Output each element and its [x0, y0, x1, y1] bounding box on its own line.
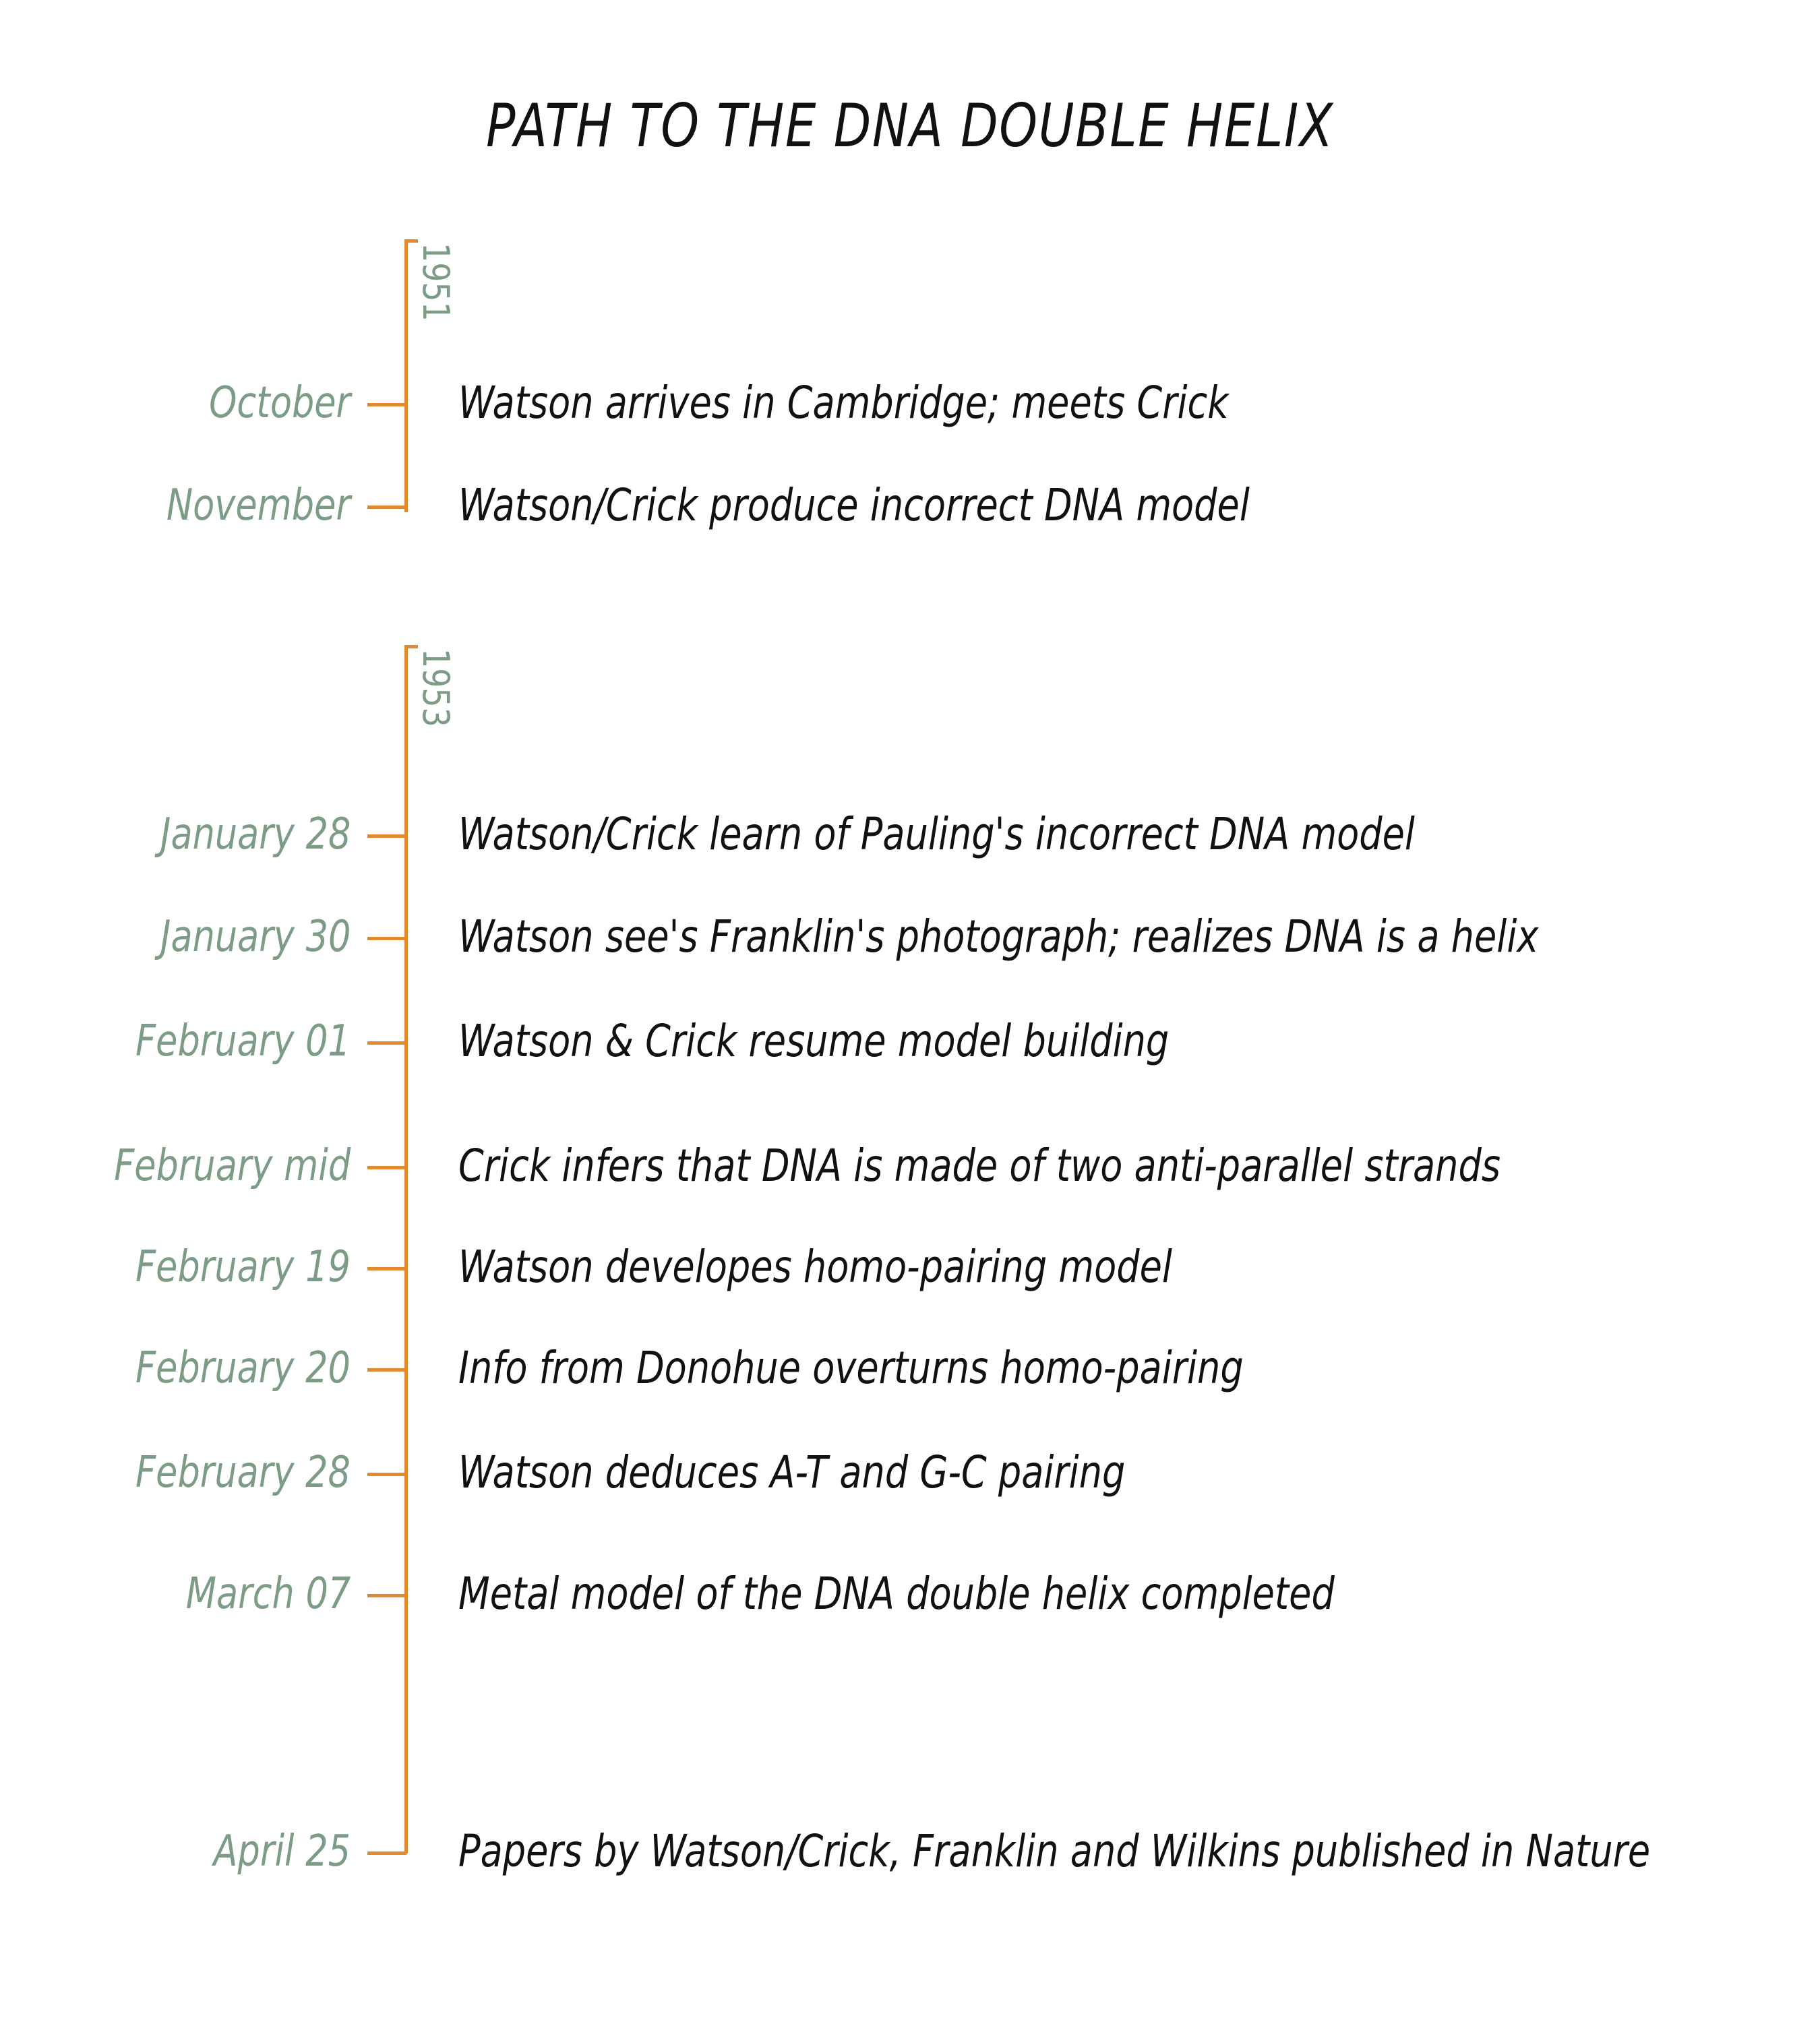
timeline-entry — [0, 1341, 1820, 1395]
entry-text: Watson see's Franklin's photograph; realizes DNA is a helix — [458, 911, 1539, 962]
entry-tick — [367, 1041, 406, 1045]
entry-date: November — [166, 481, 351, 530]
timeline-entry — [0, 376, 1820, 430]
timeline-entry — [0, 1825, 1820, 1878]
timeline-entry — [0, 1240, 1820, 1294]
timeline-entry — [0, 910, 1820, 964]
entry-date: January 28 — [160, 809, 351, 859]
entry-date: October — [208, 378, 351, 428]
entry-text: Watson/Crick learn of Pauling's incorrect DNA model — [458, 808, 1415, 860]
entry-text: Watson/Crick produce incorrect DNA model — [458, 479, 1250, 531]
entry-text: Watson developes homo-pairing model — [458, 1241, 1172, 1293]
year-label: 1951 — [415, 243, 457, 321]
entry-text: Watson & Crick resume model building — [458, 1015, 1170, 1067]
entry-tick — [367, 1473, 406, 1476]
entry-tick — [367, 403, 406, 406]
page-title: PATH TO THE DNA DOUBLE HELIX — [486, 91, 1334, 160]
entry-tick — [367, 1368, 406, 1372]
timeline-entry — [0, 1567, 1820, 1621]
entry-date: February 01 — [135, 1016, 351, 1066]
timeline-entry — [0, 479, 1820, 532]
entry-tick — [367, 1594, 406, 1597]
entry-tick — [367, 1267, 406, 1270]
entry-tick — [367, 506, 406, 509]
entry-date: January 30 — [160, 912, 351, 962]
entry-text: Watson deduces A-T and G-C pairing — [458, 1446, 1126, 1498]
entry-date: February 19 — [135, 1242, 351, 1292]
entry-date: February 28 — [135, 1448, 351, 1498]
entry-date: February 20 — [135, 1343, 351, 1393]
entry-date: March 07 — [185, 1569, 351, 1619]
entry-tick — [367, 834, 406, 838]
entry-tick — [367, 1166, 406, 1169]
timeline-entry — [0, 1014, 1820, 1068]
entry-date: April 25 — [213, 1827, 351, 1876]
entry-text: Metal model of the DNA double helix completed — [458, 1568, 1335, 1620]
entry-text: Watson arrives in Cambridge; meets Crick — [458, 377, 1229, 429]
entry-text: Papers by Watson/Crick, Franklin and Wilkins published in Nature — [458, 1825, 1651, 1877]
entry-date: February mid — [113, 1141, 351, 1191]
entry-text: Crick infers that DNA is made of two anti-parallel strands — [458, 1140, 1501, 1192]
timeline-entry — [0, 1139, 1820, 1193]
timeline-entry — [0, 1446, 1820, 1500]
entry-text: Info from Donohue overturns homo-pairing — [458, 1342, 1244, 1394]
timeline-entry — [0, 807, 1820, 861]
year-label: 1953 — [415, 648, 457, 727]
entry-tick — [367, 1851, 406, 1855]
entry-tick — [367, 937, 406, 940]
